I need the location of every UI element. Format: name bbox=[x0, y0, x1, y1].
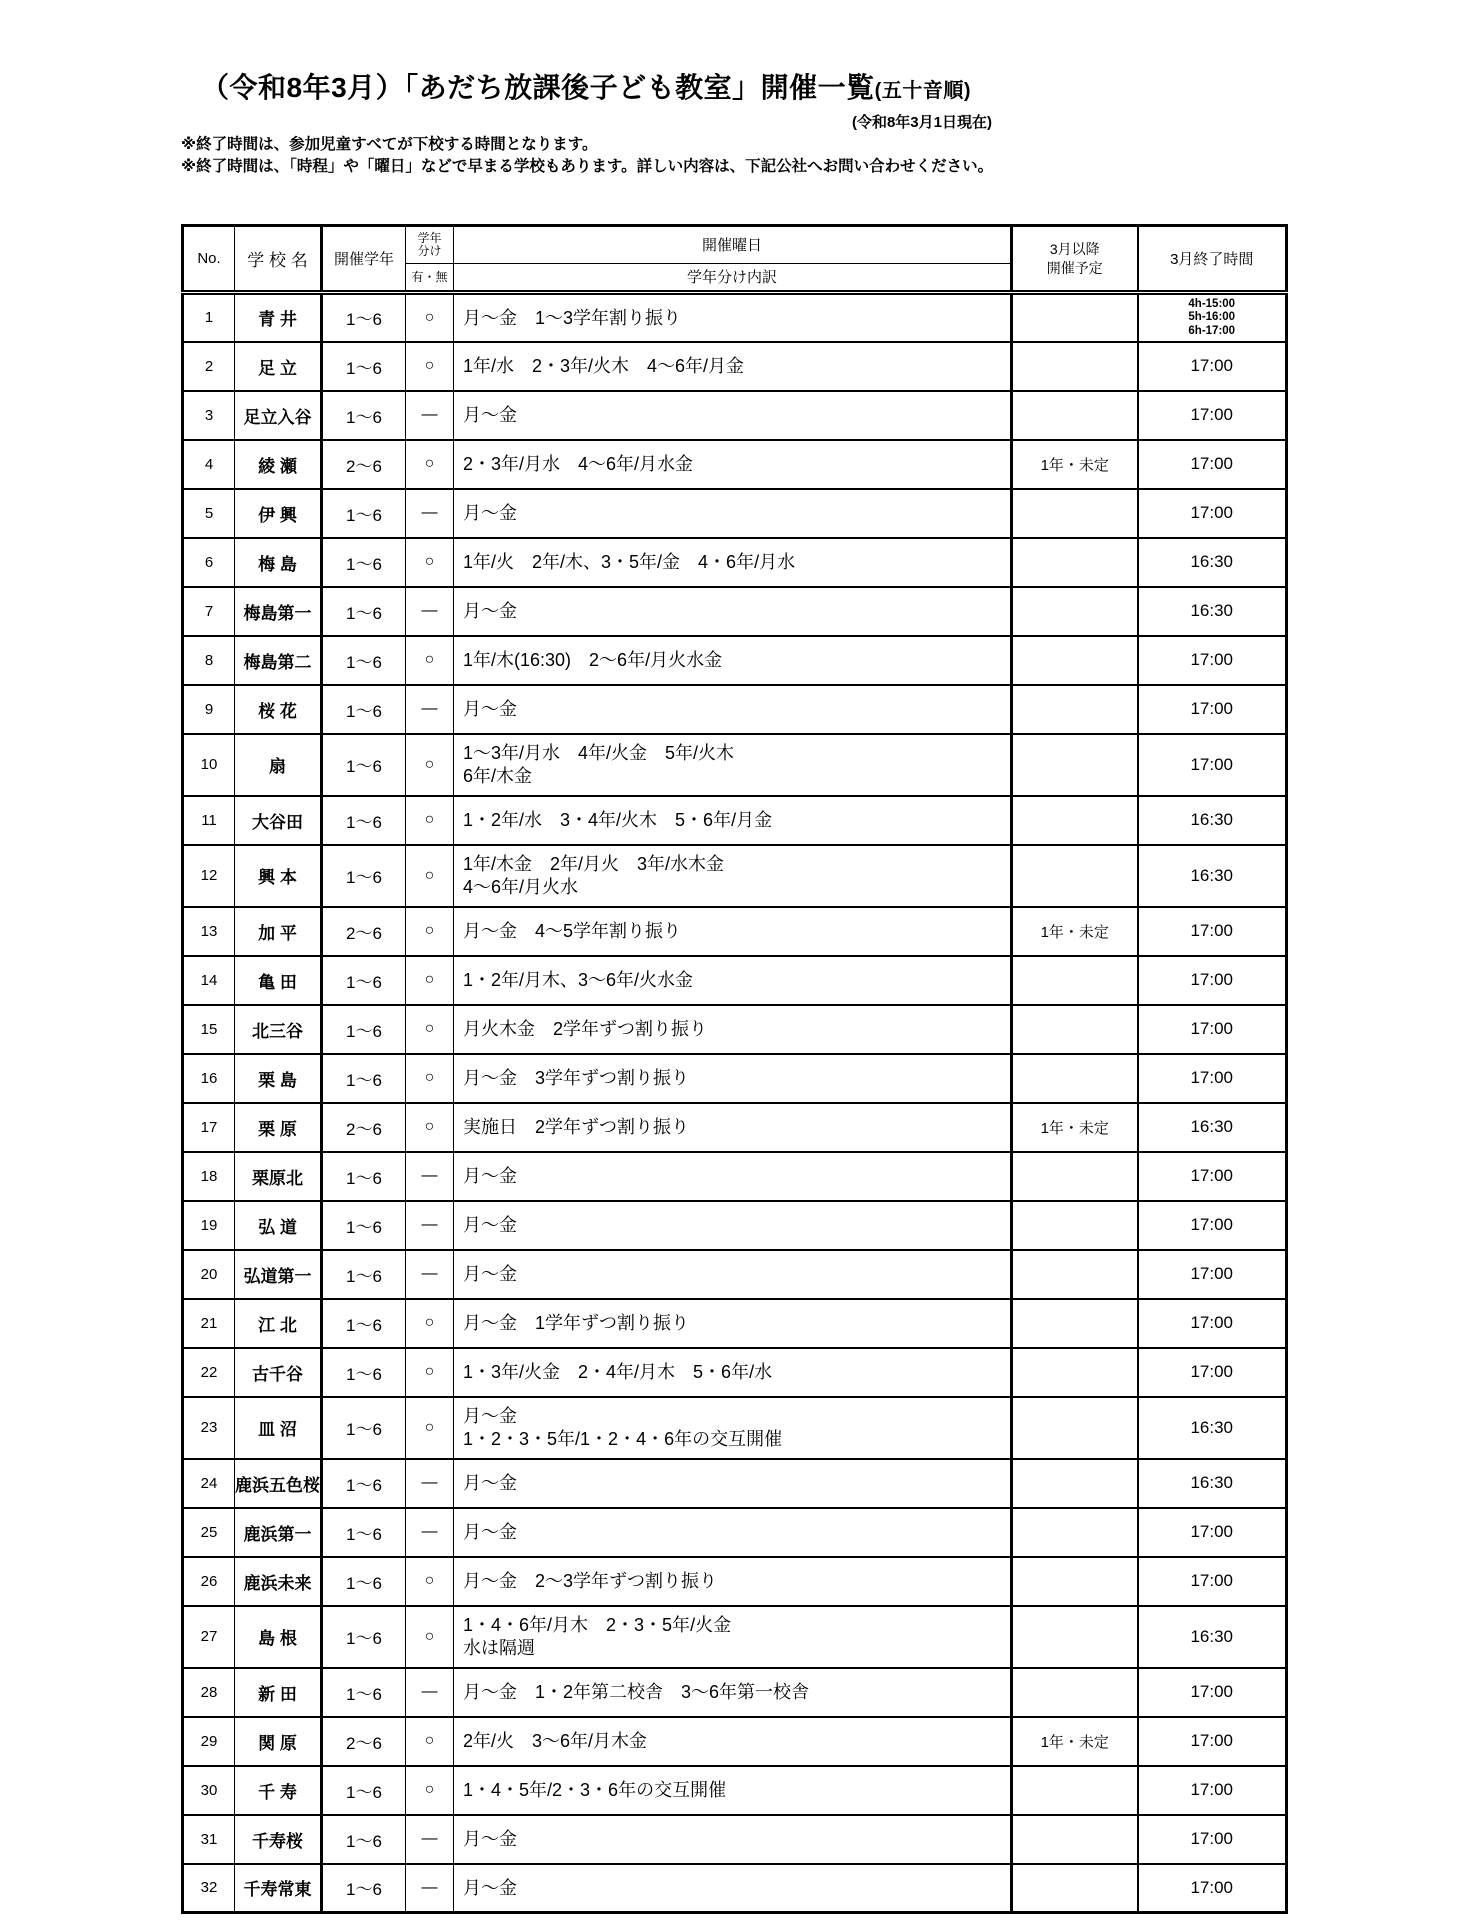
cell-grade-split: ○ bbox=[406, 1103, 454, 1152]
cell-days-detail: 月～金 bbox=[454, 1250, 1012, 1299]
table-row bbox=[183, 440, 1287, 489]
table-row bbox=[183, 636, 1287, 685]
header-end-time: 3月終了時間 bbox=[1138, 226, 1287, 293]
cell-school-name: 亀 田 bbox=[235, 956, 322, 1005]
cell-march-plan bbox=[1012, 391, 1138, 440]
cell-school-name: 栗原北 bbox=[235, 1152, 322, 1201]
cell-school-name: 足立入谷 bbox=[235, 391, 322, 440]
cell-days-detail: 1年/水 2・3年/火木 4～6年/月金 bbox=[454, 342, 1012, 391]
cell-grades: 1～6 bbox=[322, 1668, 406, 1717]
cell-grades: 1～6 bbox=[322, 1201, 406, 1250]
cell-march-plan: 1年・未定 bbox=[1012, 440, 1138, 489]
cell-school-name: 皿 沼 bbox=[235, 1397, 322, 1459]
cell-march-plan bbox=[1012, 1201, 1138, 1250]
table-row bbox=[183, 1459, 1287, 1508]
cell-end-time: 17:00 bbox=[1138, 636, 1287, 685]
cell-end-time: 17:00 bbox=[1138, 489, 1287, 538]
cell-grades: 1～6 bbox=[322, 293, 406, 342]
cell-end-time: 16:30 bbox=[1138, 1459, 1287, 1508]
cell-grade-split: ― bbox=[406, 391, 454, 440]
cell-grade-split: ○ bbox=[406, 636, 454, 685]
cell-end-time: 4h-15:00 5h-16:00 6h-17:00 bbox=[1138, 293, 1287, 342]
cell-grades: 1～6 bbox=[322, 685, 406, 734]
cell-days-detail: 月～金 bbox=[454, 1459, 1012, 1508]
table-row bbox=[183, 342, 1287, 391]
cell-grade-split: ― bbox=[406, 1815, 454, 1864]
cell-grades: 2～6 bbox=[322, 440, 406, 489]
cell-days-detail: 1年/木金 2年/月火 3年/水木金 4～6年/月火水 bbox=[454, 845, 1012, 907]
cell-days-detail: 1・4・6年/月木 2・3・5年/火金 水は隔週 bbox=[454, 1606, 1012, 1668]
cell-days-detail: 月～金 1・2・3・5年/1・2・4・6年の交互開催 bbox=[454, 1397, 1012, 1459]
cell-end-time: 16:30 bbox=[1138, 538, 1287, 587]
cell-no: 14 bbox=[183, 956, 235, 1005]
table-row bbox=[183, 1103, 1287, 1152]
table-row bbox=[183, 1397, 1287, 1459]
cell-grade-split: ― bbox=[406, 685, 454, 734]
cell-grade-split: ○ bbox=[406, 538, 454, 587]
cell-school-name: 栗 島 bbox=[235, 1054, 322, 1103]
notes bbox=[181, 134, 993, 178]
cell-march-plan bbox=[1012, 587, 1138, 636]
header-march-plan bbox=[1012, 226, 1138, 293]
cell-no: 23 bbox=[183, 1397, 235, 1459]
header-days-bottom: 学年分け内訳 bbox=[686, 269, 777, 286]
cell-end-time: 17:00 bbox=[1138, 1815, 1287, 1864]
cell-no: 18 bbox=[183, 1152, 235, 1201]
cell-end-time: 17:00 bbox=[1138, 391, 1287, 440]
cell-march-plan bbox=[1012, 636, 1138, 685]
cell-school-name: 鹿浜未来 bbox=[235, 1557, 322, 1606]
table-row bbox=[183, 1348, 1287, 1397]
cell-days-detail: 月～金 bbox=[454, 1864, 1012, 1913]
table-row bbox=[183, 1766, 1287, 1815]
cell-no: 17 bbox=[183, 1103, 235, 1152]
cell-march-plan bbox=[1012, 1508, 1138, 1557]
cell-grade-split: ○ bbox=[406, 342, 454, 391]
cell-end-time: 16:30 bbox=[1138, 796, 1287, 845]
cell-days-detail: 2年/火 3～6年/月木金 bbox=[454, 1717, 1012, 1766]
cell-march-plan bbox=[1012, 342, 1138, 391]
cell-no: 32 bbox=[183, 1864, 235, 1913]
cell-grade-split: ○ bbox=[406, 1557, 454, 1606]
cell-days-detail: 月～金 1学年ずつ割り振り bbox=[454, 1299, 1012, 1348]
cell-end-time: 17:00 bbox=[1138, 1864, 1287, 1913]
cell-end-time: 17:00 bbox=[1138, 1054, 1287, 1103]
cell-grades: 1～6 bbox=[322, 1397, 406, 1459]
cell-end-time: 17:00 bbox=[1138, 1717, 1287, 1766]
cell-days-detail: 1～3年/月水 4年/火金 5年/火木 6年/木金 bbox=[454, 734, 1012, 796]
cell-grades: 1～6 bbox=[322, 1348, 406, 1397]
cell-grades: 1～6 bbox=[322, 845, 406, 907]
table-row bbox=[183, 1299, 1287, 1348]
cell-march-plan bbox=[1012, 1152, 1138, 1201]
cell-end-time: 17:00 bbox=[1138, 1766, 1287, 1815]
cell-march-plan: 1年・未定 bbox=[1012, 907, 1138, 956]
cell-no: 19 bbox=[183, 1201, 235, 1250]
cell-march-plan bbox=[1012, 685, 1138, 734]
cell-grades: 1～6 bbox=[322, 1005, 406, 1054]
schedule-table bbox=[181, 224, 1288, 1914]
cell-end-time: 17:00 bbox=[1138, 1508, 1287, 1557]
cell-days-detail: 月～金 bbox=[454, 587, 1012, 636]
table-row bbox=[183, 1864, 1287, 1913]
cell-grade-split: ― bbox=[406, 1459, 454, 1508]
cell-no: 29 bbox=[183, 1717, 235, 1766]
cell-grade-split: ○ bbox=[406, 1606, 454, 1668]
cell-end-time: 16:30 bbox=[1138, 1606, 1287, 1668]
cell-end-time: 17:00 bbox=[1138, 1299, 1287, 1348]
cell-end-time: 17:00 bbox=[1138, 956, 1287, 1005]
cell-end-time: 17:00 bbox=[1138, 907, 1287, 956]
cell-march-plan bbox=[1012, 796, 1138, 845]
cell-school-name: 弘 道 bbox=[235, 1201, 322, 1250]
cell-no: 3 bbox=[183, 391, 235, 440]
cell-grade-split: ― bbox=[406, 1250, 454, 1299]
cell-grades: 1～6 bbox=[322, 1508, 406, 1557]
cell-grade-split: ― bbox=[406, 489, 454, 538]
cell-no: 22 bbox=[183, 1348, 235, 1397]
cell-march-plan bbox=[1012, 1054, 1138, 1103]
cell-no: 1 bbox=[183, 293, 235, 342]
cell-grades: 1～6 bbox=[322, 796, 406, 845]
cell-grades: 1～6 bbox=[322, 391, 406, 440]
cell-grades: 1～6 bbox=[322, 1766, 406, 1815]
cell-no: 28 bbox=[183, 1668, 235, 1717]
note-line: ※終了時間は、「時程」や「曜日」などで早まる学校もあります。詳しい内容は、下記公社へお問い合わせください。 bbox=[181, 158, 994, 175]
table-row bbox=[183, 489, 1287, 538]
cell-no: 30 bbox=[183, 1766, 235, 1815]
table-row bbox=[183, 587, 1287, 636]
cell-grade-split: ○ bbox=[406, 796, 454, 845]
cell-grade-split: ― bbox=[406, 1508, 454, 1557]
page-title-suffix: (五十音順) bbox=[874, 80, 971, 102]
table-row bbox=[183, 1815, 1287, 1864]
cell-no: 10 bbox=[183, 734, 235, 796]
cell-end-time: 17:00 bbox=[1138, 1348, 1287, 1397]
cell-march-plan bbox=[1012, 1397, 1138, 1459]
cell-school-name: 梅 島 bbox=[235, 538, 322, 587]
cell-school-name: 伊 興 bbox=[235, 489, 322, 538]
cell-no: 25 bbox=[183, 1508, 235, 1557]
cell-grades: 1～6 bbox=[322, 1557, 406, 1606]
cell-grade-split: ○ bbox=[406, 440, 454, 489]
cell-end-time: 17:00 bbox=[1138, 1201, 1287, 1250]
cell-grade-split: ― bbox=[406, 1864, 454, 1913]
table-row bbox=[183, 907, 1287, 956]
cell-school-name: 江 北 bbox=[235, 1299, 322, 1348]
cell-march-plan bbox=[1012, 1348, 1138, 1397]
cell-no: 24 bbox=[183, 1459, 235, 1508]
cell-grades: 1～6 bbox=[322, 587, 406, 636]
cell-school-name: 足 立 bbox=[235, 342, 322, 391]
cell-school-name: 大谷田 bbox=[235, 796, 322, 845]
header-school-name: 学 校 名 bbox=[235, 226, 322, 293]
table-row bbox=[183, 1152, 1287, 1201]
header-march-plan-line1: 3月以降 bbox=[1049, 240, 1100, 257]
page-title-main: （令和8年3月）「あだち放課後子ども教室」開催一覧 bbox=[201, 72, 875, 103]
cell-end-time: 17:00 bbox=[1138, 685, 1287, 734]
cell-school-name: 島 根 bbox=[235, 1606, 322, 1668]
cell-grades: 1～6 bbox=[322, 636, 406, 685]
cell-grades: 1～6 bbox=[322, 734, 406, 796]
cell-no: 6 bbox=[183, 538, 235, 587]
cell-days-detail: 月～金 bbox=[454, 391, 1012, 440]
cell-days-detail: 実施日 2学年ずつ割り振り bbox=[454, 1103, 1012, 1152]
cell-grade-split: ― bbox=[406, 1201, 454, 1250]
cell-school-name: 栗 原 bbox=[235, 1103, 322, 1152]
cell-days-detail: 月～金 1～3学年割り振り bbox=[454, 293, 1012, 342]
cell-march-plan bbox=[1012, 1005, 1138, 1054]
table-row bbox=[183, 1054, 1287, 1103]
cell-grade-split: ○ bbox=[406, 1397, 454, 1459]
cell-grades: 2～6 bbox=[322, 907, 406, 956]
cell-grade-split: ○ bbox=[406, 845, 454, 907]
cell-grades: 1～6 bbox=[322, 1152, 406, 1201]
cell-school-name: 関 原 bbox=[235, 1717, 322, 1766]
cell-grades: 1～6 bbox=[322, 1459, 406, 1508]
cell-march-plan bbox=[1012, 1459, 1138, 1508]
cell-days-detail: 1・3年/火金 2・4年/月木 5・6年/水 bbox=[454, 1348, 1012, 1397]
cell-school-name: 弘道第一 bbox=[235, 1250, 322, 1299]
cell-march-plan bbox=[1012, 1766, 1138, 1815]
cell-school-name: 興 本 bbox=[235, 845, 322, 907]
cell-grades: 1～6 bbox=[322, 1299, 406, 1348]
cell-days-detail: 月～金 bbox=[454, 1201, 1012, 1250]
cell-school-name: 扇 bbox=[235, 734, 322, 796]
cell-grade-split: ○ bbox=[406, 1299, 454, 1348]
cell-march-plan bbox=[1012, 293, 1138, 342]
cell-no: 27 bbox=[183, 1606, 235, 1668]
header-grade-split bbox=[406, 226, 454, 293]
cell-grade-split: ○ bbox=[406, 293, 454, 342]
cell-days-detail: 月～金 2～3学年ずつ割り振り bbox=[454, 1557, 1012, 1606]
cell-days-detail: 月～金 bbox=[454, 1815, 1012, 1864]
cell-grade-split: ― bbox=[406, 1152, 454, 1201]
cell-march-plan bbox=[1012, 1668, 1138, 1717]
cell-grades: 1～6 bbox=[322, 1606, 406, 1668]
cell-school-name: 加 平 bbox=[235, 907, 322, 956]
cell-days-detail: 1・4・5年/2・3・6年の交互開催 bbox=[454, 1766, 1012, 1815]
cell-end-time: 17:00 bbox=[1138, 342, 1287, 391]
cell-school-name: 北三谷 bbox=[235, 1005, 322, 1054]
cell-no: 21 bbox=[183, 1299, 235, 1348]
header-march-plan-line2: 開催予定 bbox=[1046, 259, 1103, 276]
cell-school-name: 千寿桜 bbox=[235, 1815, 322, 1864]
header-grades: 開催学年 bbox=[322, 226, 406, 293]
cell-no: 8 bbox=[183, 636, 235, 685]
cell-school-name: 桜 花 bbox=[235, 685, 322, 734]
cell-march-plan bbox=[1012, 1299, 1138, 1348]
cell-no: 20 bbox=[183, 1250, 235, 1299]
cell-end-time: 17:00 bbox=[1138, 1557, 1287, 1606]
cell-no: 31 bbox=[183, 1815, 235, 1864]
cell-end-time: 16:30 bbox=[1138, 845, 1287, 907]
cell-grade-split: ○ bbox=[406, 1005, 454, 1054]
cell-no: 12 bbox=[183, 845, 235, 907]
page-title bbox=[180, 70, 992, 109]
cell-march-plan bbox=[1012, 1815, 1138, 1864]
cell-days-detail: 1・2年/月木、3～6年/火水金 bbox=[454, 956, 1012, 1005]
cell-no: 7 bbox=[183, 587, 235, 636]
cell-march-plan bbox=[1012, 1557, 1138, 1606]
cell-grades: 1～6 bbox=[322, 1864, 406, 1913]
cell-days-detail: 月～金 bbox=[454, 685, 1012, 734]
cell-march-plan bbox=[1012, 956, 1138, 1005]
table-row bbox=[183, 391, 1287, 440]
cell-end-time: 17:00 bbox=[1138, 734, 1287, 796]
cell-march-plan bbox=[1012, 1250, 1138, 1299]
cell-school-name: 梅島第二 bbox=[235, 636, 322, 685]
as-of-date: (令和8年3月1日現在) bbox=[851, 114, 992, 131]
cell-days-detail: 月～金 1・2年第二校舎 3～6年第一校舎 bbox=[454, 1668, 1012, 1717]
header-grade-split-line2: 分け bbox=[417, 244, 442, 258]
table-body bbox=[183, 293, 1287, 1913]
cell-march-plan bbox=[1012, 845, 1138, 907]
cell-no: 13 bbox=[183, 907, 235, 956]
cell-end-time: 17:00 bbox=[1138, 1668, 1287, 1717]
cell-end-time: 17:00 bbox=[1138, 1005, 1287, 1054]
cell-days-detail: 月～金 bbox=[454, 1152, 1012, 1201]
cell-days-detail: 2・3年/月水 4～6年/月水金 bbox=[454, 440, 1012, 489]
table-row bbox=[183, 1606, 1287, 1668]
table-row bbox=[183, 845, 1287, 907]
table-row bbox=[183, 1250, 1287, 1299]
cell-grade-split: ○ bbox=[406, 1766, 454, 1815]
cell-grades: 2～6 bbox=[322, 1717, 406, 1766]
header-days bbox=[454, 226, 1012, 293]
cell-end-time: 16:30 bbox=[1138, 587, 1287, 636]
cell-days-detail: 月～金 4～5学年割り振り bbox=[454, 907, 1012, 956]
cell-march-plan: 1年・未定 bbox=[1012, 1717, 1138, 1766]
cell-grade-split: ― bbox=[406, 587, 454, 636]
cell-school-name: 古千谷 bbox=[235, 1348, 322, 1397]
table-row bbox=[183, 956, 1287, 1005]
cell-grade-split: ○ bbox=[406, 1348, 454, 1397]
table-row bbox=[183, 685, 1287, 734]
header-no: No. bbox=[183, 226, 235, 293]
cell-days-detail: 1・2年/水 3・4年/火木 5・6年/月金 bbox=[454, 796, 1012, 845]
cell-school-name: 新 田 bbox=[235, 1668, 322, 1717]
header-days-top: 開催曜日 bbox=[454, 228, 1010, 264]
header-grade-split-line1: 学年 bbox=[417, 231, 442, 245]
cell-grades: 1～6 bbox=[322, 538, 406, 587]
cell-grade-split: ― bbox=[406, 1668, 454, 1717]
cell-no: 11 bbox=[183, 796, 235, 845]
cell-school-name: 鹿浜第一 bbox=[235, 1508, 322, 1557]
cell-end-time: 17:00 bbox=[1138, 1152, 1287, 1201]
table-row bbox=[183, 1201, 1287, 1250]
cell-grade-split: ○ bbox=[406, 734, 454, 796]
cell-grades: 1～6 bbox=[322, 1815, 406, 1864]
cell-no: 5 bbox=[183, 489, 235, 538]
cell-grade-split: ○ bbox=[406, 907, 454, 956]
cell-days-detail: 月～金 bbox=[454, 1508, 1012, 1557]
title-block bbox=[180, 70, 992, 132]
cell-grade-split: ○ bbox=[406, 1054, 454, 1103]
cell-grade-split: ○ bbox=[406, 956, 454, 1005]
cell-school-name: 千 寿 bbox=[235, 1766, 322, 1815]
cell-no: 26 bbox=[183, 1557, 235, 1606]
cell-march-plan bbox=[1012, 489, 1138, 538]
table-row bbox=[183, 1557, 1287, 1606]
table-row bbox=[183, 293, 1287, 342]
cell-school-name: 千寿常東 bbox=[235, 1864, 322, 1913]
cell-school-name: 鹿浜五色桜 bbox=[235, 1459, 322, 1508]
cell-end-time: 17:00 bbox=[1138, 440, 1287, 489]
cell-march-plan bbox=[1012, 1864, 1138, 1913]
cell-days-detail: 1年/木(16:30) 2～6年/月火水金 bbox=[454, 636, 1012, 685]
cell-no: 16 bbox=[183, 1054, 235, 1103]
cell-grades: 2～6 bbox=[322, 1103, 406, 1152]
cell-no: 4 bbox=[183, 440, 235, 489]
cell-march-plan bbox=[1012, 1606, 1138, 1668]
cell-march-plan bbox=[1012, 734, 1138, 796]
cell-grades: 1～6 bbox=[322, 1250, 406, 1299]
cell-no: 2 bbox=[183, 342, 235, 391]
cell-no: 15 bbox=[183, 1005, 235, 1054]
cell-no: 9 bbox=[183, 685, 235, 734]
cell-days-detail: 月火木金 2学年ずつ割り振り bbox=[454, 1005, 1012, 1054]
cell-grades: 1～6 bbox=[322, 1054, 406, 1103]
table-row bbox=[183, 1005, 1287, 1054]
cell-march-plan bbox=[1012, 538, 1138, 587]
cell-end-time: 16:30 bbox=[1138, 1397, 1287, 1459]
cell-end-time: 16:30 bbox=[1138, 1103, 1287, 1152]
cell-end-time: 17:00 bbox=[1138, 1250, 1287, 1299]
table-row bbox=[183, 734, 1287, 796]
cell-march-plan: 1年・未定 bbox=[1012, 1103, 1138, 1152]
table-row bbox=[183, 1717, 1287, 1766]
table-row bbox=[183, 1668, 1287, 1717]
cell-days-detail: 月～金 bbox=[454, 489, 1012, 538]
table-row bbox=[183, 538, 1287, 587]
table-row bbox=[183, 1508, 1287, 1557]
cell-days-detail: 月～金 3学年ずつ割り振り bbox=[454, 1054, 1012, 1103]
header-grade-split-yesno: 有・無 bbox=[411, 270, 448, 284]
cell-grade-split: ○ bbox=[406, 1717, 454, 1766]
cell-grades: 1～6 bbox=[322, 489, 406, 538]
note-line: ※終了時間は、参加児童すべてが下校する時間となります。 bbox=[181, 136, 598, 153]
table-row bbox=[183, 796, 1287, 845]
cell-days-detail: 1年/火 2年/木、3・5年/金 4・6年/月水 bbox=[454, 538, 1012, 587]
table-header-row bbox=[183, 226, 1287, 293]
cell-school-name: 青 井 bbox=[235, 293, 322, 342]
cell-grades: 1～6 bbox=[322, 956, 406, 1005]
cell-school-name: 梅島第一 bbox=[235, 587, 322, 636]
cell-school-name: 綾 瀬 bbox=[235, 440, 322, 489]
cell-grades: 1～6 bbox=[322, 342, 406, 391]
